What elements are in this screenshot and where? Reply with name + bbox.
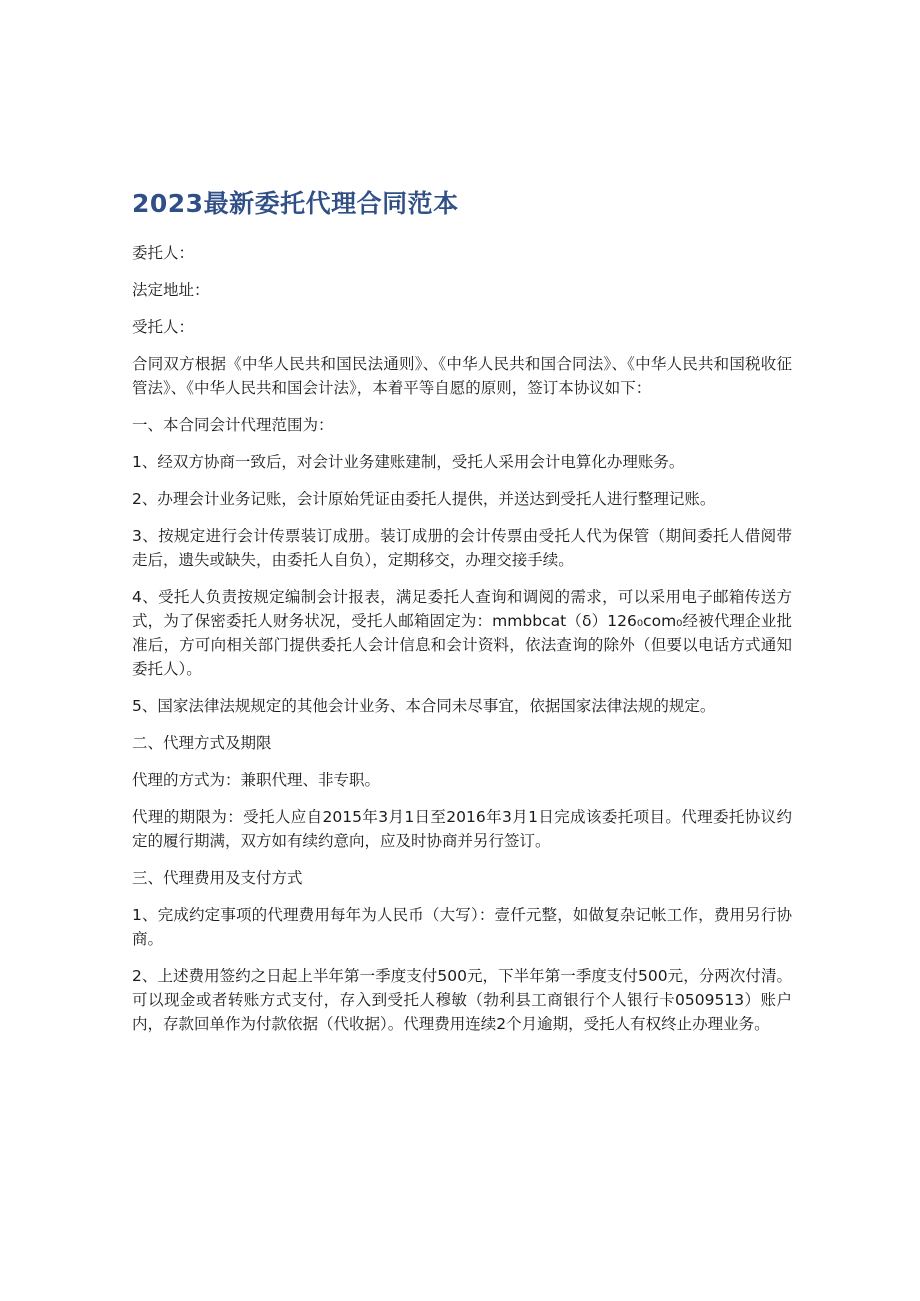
section-3-item-2: 2、上述费用签约之日起上半年第一季度支付500元，下半年第一季度支付500元，分两次付清。可以现金或者转账方式支付，存入到受托人穆敏（勃利县工商银行个人银行卡0509513）账户内，存款回单作为付款依据（代收据）。代理费用连续2个月逾期，受托人有权终止办理业务。 <box>132 967 792 1033</box>
section-2-heading: 二、代理方式及期限 <box>132 734 272 752</box>
section-1-item-1: 1、经双方协商一致后，对会计业务建账建制，受托人采用会计电算化办理账务。 <box>132 453 685 471</box>
section-1-item-3: 3、按规定进行会计传票装订成册。装订成册的会计传票由受托人代为保管（期间委托人借阅带走后，遗失或缺失，由委托人自负），定期移交，办理交接手续。 <box>132 527 792 569</box>
agent-field: 受托人： <box>132 318 195 336</box>
section-3-item-1: 1、完成约定事项的代理费用每年为人民币（大写）：壹仟元整，如做复杂记帐工作，费用另行协商。 <box>132 906 792 948</box>
client-field: 委托人： <box>132 244 195 262</box>
section-1-item-5: 5、国家法律法规规定的其他会计业务、本合同未尽事宜，依据国家法律法规的规定。 <box>132 697 716 715</box>
section-1-item-2: 2、办理会计业务记账，会计原始凭证由委托人提供，并送达到受托人进行整理记账。 <box>132 490 716 508</box>
section-3-heading: 三、代理费用及支付方式 <box>132 869 303 887</box>
document-title: 2023最新委托代理合同范本 <box>132 189 459 218</box>
section-1-heading: 一、本合同会计代理范围为： <box>132 416 334 434</box>
agency-term-paragraph: 代理的期限为：受托人应自2015年3月1日至2016年3月1日完成该委托项目。代理委托协议约定的履行期满，双方如有续约意向，应及时协商并另行签订。 <box>132 808 792 850</box>
preamble-paragraph: 合同双方根据《中华人民共和国民法通则》、《中华人民共和国合同法》、《中华人民共和国税收征管法》、《中华人民共和国会计法》，本着平等自愿的原则，签订本协议如下： <box>132 355 792 397</box>
section-1-item-4: 4、受托人负责按规定编制会计报表，满足委托人查询和调阅的需求，可以采用电子邮箱传送方式，为了保密委托人财务状况，受托人邮箱固定为：mmbbcat（δ）126₀com₀经被代理企业批准后，方可向相关部门提供委托人会计信息和会计资料，依法查询的除外（但要以电话方式通知委托人）。 <box>132 588 792 678</box>
legal-address-field: 法定地址： <box>132 281 210 299</box>
agency-method-paragraph: 代理的方式为：兼职代理、非专职。 <box>132 771 381 789</box>
document-page <box>132 186 792 1049</box>
